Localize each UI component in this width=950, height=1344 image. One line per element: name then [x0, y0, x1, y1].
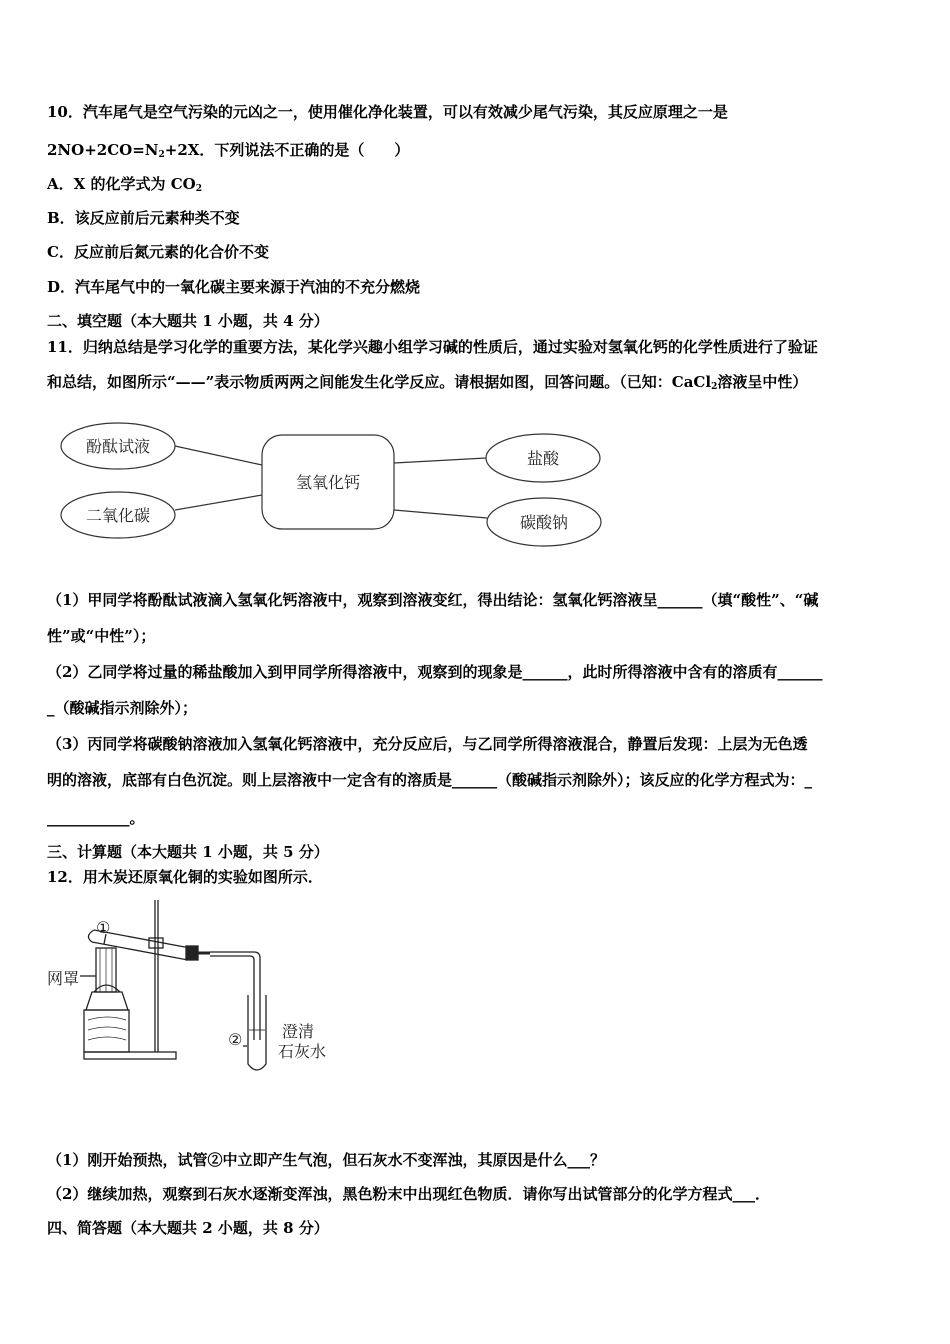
- apparatus-label-lime-2: 石灰水: [278, 1042, 327, 1061]
- q11-stem-subscript: 2: [711, 382, 718, 392]
- apparatus-base: [84, 1052, 176, 1059]
- q11-part3-line3: ___________。: [47, 809, 145, 827]
- q12-part1: （1）刚开始预热，试管②中立即产生气泡，但石灰水不变浑浊，其原因是什么___？: [47, 1151, 605, 1169]
- q10-eq-part2: +2X．下列说法不正确的是（ ）: [164, 141, 410, 159]
- q10-option-a-subscript: 2: [195, 184, 202, 194]
- apparatus-stopper: [186, 946, 198, 960]
- q12-stem: 12．用木炭还原氧化铜的实验如图所示．: [47, 868, 323, 886]
- section-2-heading: 二、填空题（本大题共 1 小题，共 4 分）: [47, 312, 329, 330]
- apparatus-label-1: ①: [96, 918, 111, 937]
- diagram-label-right-bottom: 碳酸钠: [519, 513, 569, 532]
- apparatus-block: [84, 1010, 129, 1052]
- q11-part1-line1: （1）甲同学将酚酞试液滴入氢氧化钙溶液中，观察到溶液变红，得出结论：氢氧化钙溶液呈______（填“酸性”、“碱: [47, 591, 819, 609]
- diagram-link-2: [175, 495, 262, 510]
- q10-eq-part1: 2NO+2CO=N: [47, 141, 159, 159]
- q11-part3-line2: 明的溶液，底部有白色沉淀。则上层溶液中一定含有的溶质是______（酸碱指示剂除外）；该反应的化学方程式为：_: [47, 771, 813, 789]
- diagram-label-center: 氢氧化钙: [295, 473, 361, 492]
- q10-option-b: B．该反应前后元素种类不变: [47, 209, 240, 227]
- q11-stem-line2-a: 和总结，如图所示“——”表示物质两两之间能发生化学反应。请根据如图，回答问题。（已知：CaCl: [47, 373, 712, 391]
- apparatus-delivery-tube: [210, 952, 260, 1040]
- q12-part2: （2）继续加热，观察到石灰水逐渐变浑浊，黑色粉末中出现红色物质．请你写出试管部分的化学方程式___．: [47, 1185, 770, 1203]
- apparatus-label-2: ②: [228, 1030, 243, 1049]
- q11-part3-line1: （3）丙同学将碳酸钠溶液加入氢氧化钙溶液中，充分反应后，与乙同学所得溶液混合，静置后发现：上层为无色透: [47, 735, 808, 753]
- section-4-heading: 四、简答题（本大题共 2 小题，共 8 分）: [47, 1219, 329, 1237]
- q10-option-a-text: A．X 的化学式为 CO: [47, 175, 196, 193]
- apparatus-lamp: [86, 992, 128, 1010]
- q11-part1-line2: 性”或“中性”）；: [47, 627, 156, 645]
- diagram-link-3: [394, 458, 486, 463]
- diagram-label-left-bottom: 二氧化碳: [85, 506, 151, 525]
- q11-part2-line2: _（酸碱指示剂除外）；: [47, 699, 198, 717]
- apparatus-label-lime-1: 澄清: [282, 1022, 315, 1041]
- diagram-label-right-top: 盐酸: [526, 449, 560, 468]
- q10-stem: 10．汽车尾气是空气污染的元凶之一，使用催化净化装置，可以有效减少尾气污染，其反应原理之一是: [47, 103, 728, 121]
- q10-option-d: D．汽车尾气中的一氧化碳主要来源于汽油的不充分燃烧: [47, 278, 421, 296]
- diagram-link-4: [394, 510, 487, 518]
- q11-stem-line1: 11．归纳总结是学习化学的重要方法，某化学兴趣小组学习碱的性质后，通过实验对氢氧化钙的化学性质进行了验证: [47, 338, 818, 356]
- apparatus-tube-2: [248, 995, 266, 1070]
- apparatus-tube-1-end: [88, 930, 94, 942]
- q10-eq-subscript: 2: [158, 150, 165, 160]
- apparatus-label-net: 网罩: [47, 969, 80, 988]
- q11-stem-line2-b: 溶液呈中性）: [717, 373, 808, 391]
- q11-part2-line1: （2）乙同学将过量的稀盐酸加入到甲同学所得溶液中，观察到的现象是______，此时所得溶液中含有的溶质有______: [47, 663, 823, 681]
- section-3-heading: 三、计算题（本大题共 1 小题，共 5 分）: [47, 843, 329, 861]
- apparatus-block-grain: [88, 1017, 126, 1040]
- diagram-link-1: [175, 446, 262, 465]
- diagram-label-left-top: 酚酞试液: [85, 437, 151, 456]
- q10-option-c: C．反应前后氮元素的化合价不变: [47, 243, 269, 261]
